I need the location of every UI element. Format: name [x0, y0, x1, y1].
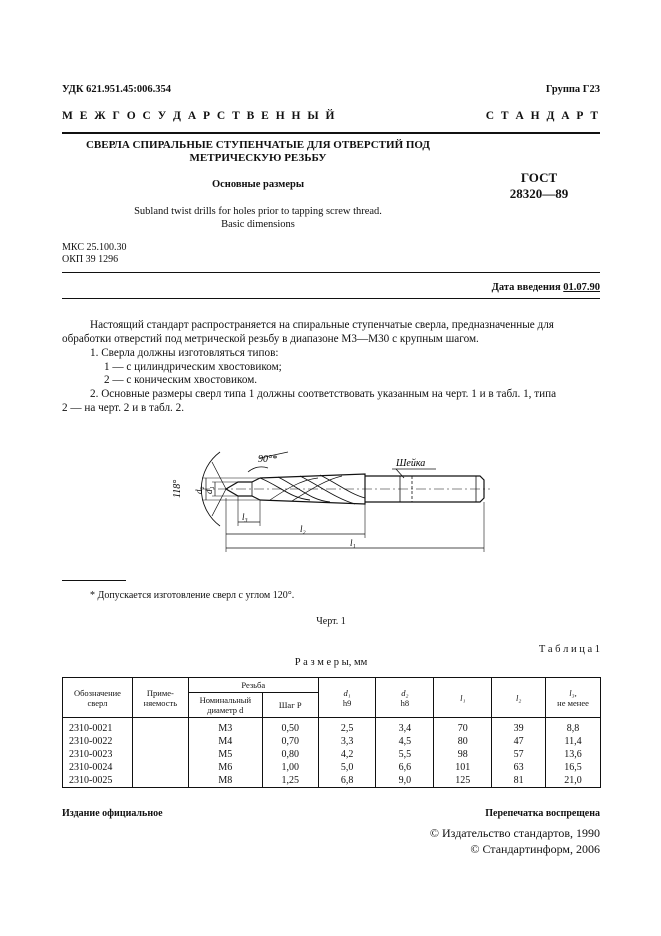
- footnote: * Допускается изготовление сверл с углом 120°.: [90, 590, 295, 601]
- table-cell: [132, 774, 188, 788]
- table-cell: 47: [492, 735, 546, 748]
- table-cell: 2310-0025: [63, 774, 133, 788]
- neck-label: Шейка: [396, 458, 426, 469]
- table-cell: [132, 735, 188, 748]
- table-cell: 4,5: [376, 735, 434, 748]
- english-title-1: Subland twist drills for holes prior to tapping screw thread.: [134, 206, 382, 217]
- title-line-1: СВЕРЛА СПИРАЛЬНЫЕ СТУПЕНЧАТЫЕ ДЛЯ ОТВЕРСТИЙ ПОД: [85, 139, 431, 151]
- table-cell: [132, 761, 188, 774]
- table-cell: 1,00: [262, 761, 318, 774]
- paragraph-2: 1. Сверла должны изготовляться типов:: [90, 347, 279, 359]
- table-cell: 39: [492, 722, 546, 735]
- udc-code: УДК 621.951.45:006.354: [62, 84, 171, 95]
- copyright-2: © Стандартинформ, 2006: [470, 842, 600, 856]
- table-cell: 5,5: [376, 748, 434, 761]
- table-cell: 2310-0021: [63, 722, 133, 735]
- l2-label: l₂: [300, 524, 306, 534]
- table-cell: 16,5: [546, 761, 601, 774]
- table-cell: 3,3: [318, 735, 376, 748]
- table-cell: M8: [188, 774, 262, 788]
- header-l2: l₂: [492, 678, 546, 718]
- table-cell: 80: [434, 735, 492, 748]
- header-nominal: Номинальный диаметр d: [188, 693, 262, 718]
- table-cell: 5,0: [318, 761, 376, 774]
- table-cell: M4: [188, 735, 262, 748]
- paragraph-3: 1 — с цилиндрическим хвостовиком;: [104, 361, 282, 373]
- table-cell: 57: [492, 748, 546, 761]
- table-cell: [132, 748, 188, 761]
- header-l1: l₁: [434, 678, 492, 718]
- header-l3: l₃, не менее: [546, 678, 601, 718]
- date-rule: [62, 298, 600, 299]
- dimensions-table: [62, 677, 601, 788]
- table-caption: Р а з м е р ы, мм: [294, 657, 368, 668]
- footnote-rule: [62, 580, 126, 581]
- table-cell: 6,8: [318, 774, 376, 788]
- table-row: [63, 761, 601, 774]
- table-cell: 101: [434, 761, 492, 774]
- table-header-row-1: [63, 678, 601, 693]
- table-cell: 2,5: [318, 722, 376, 735]
- table-cell: M3: [188, 722, 262, 735]
- table-cell: M5: [188, 748, 262, 761]
- figure-caption: Черт. 1: [316, 616, 346, 627]
- l1-label: l₁: [350, 538, 356, 548]
- table-cell: M6: [188, 761, 262, 774]
- table-cell: 70: [434, 722, 492, 735]
- table-cell: 2310-0022: [63, 735, 133, 748]
- header-applicability: Приме-няемость: [132, 678, 188, 718]
- subtitle: Основные размеры: [211, 179, 305, 190]
- paragraph-5b: 2 — на черт. 2 и в табл. 2.: [62, 402, 185, 414]
- effective-date-value: 01.07.90: [563, 282, 600, 293]
- table-cell: 0,70: [262, 735, 318, 748]
- table-cell: 9,0: [376, 774, 434, 788]
- okp-code: ОКП 39 1296: [62, 254, 119, 265]
- table-cell: [132, 722, 188, 735]
- table-cell: 63: [492, 761, 546, 774]
- paragraph-4: 2 — с коническим хвостовиком.: [104, 374, 258, 386]
- table-cell: 0,50: [262, 722, 318, 735]
- paragraph-5a: 2. Основные размеры сверл типа 1 должны соответствовать указанным на черт. 1 и в табл. 1, типа: [90, 388, 557, 400]
- table-cell: 2310-0023: [63, 748, 133, 761]
- table-cell: 0,80: [262, 748, 318, 761]
- table-cell: 125: [434, 774, 492, 788]
- table-row: [63, 774, 601, 788]
- header-d1: d₁ h9: [318, 678, 376, 718]
- table-cell: 3,4: [376, 722, 434, 735]
- table-cell: 1,25: [262, 774, 318, 788]
- tip-angle-label: 118°: [172, 479, 183, 498]
- standard-label-left: М Е Ж Г О С У Д А Р С Т В Е Н Н Ы Й: [62, 110, 337, 122]
- paragraph-1b: обработки отверстий под метрической резьбу в диапазоне М3—М30 с крупным шагом.: [62, 333, 479, 345]
- table-row: [63, 748, 601, 761]
- d2-label: d₂: [194, 486, 204, 494]
- gost-number: 28320—89: [509, 186, 569, 201]
- d1-label: d₁: [204, 486, 214, 494]
- table-cell: 2310-0024: [63, 761, 133, 774]
- effective-date: [492, 282, 600, 293]
- gost-label: ГОСТ: [520, 170, 558, 185]
- codes-rule: [62, 272, 600, 273]
- step-angle-label: 90°*: [258, 454, 277, 465]
- paragraph-1a: Настоящий стандарт распространяется на спиральные ступенчатые сверла, предназначенные для: [90, 319, 554, 331]
- table-label: Т а б л и ц а 1: [538, 644, 600, 655]
- official-edition: Издание официальное: [62, 808, 163, 819]
- header-rule: [62, 132, 600, 134]
- table-cell: 8,8: [546, 722, 601, 735]
- table-cell: 11,4: [546, 735, 601, 748]
- table-cell: 21,0: [546, 774, 601, 788]
- table-row: [63, 735, 601, 748]
- table-cell: 13,6: [546, 748, 601, 761]
- table-cell: 98: [434, 748, 492, 761]
- header-d2: d₂ h8: [376, 678, 434, 718]
- english-title-2: Basic dimensions: [221, 219, 295, 230]
- header-thread: Резьба: [188, 678, 318, 693]
- table-cell: 6,6: [376, 761, 434, 774]
- mks-code: МКС 25.100.30: [62, 242, 127, 253]
- reprint-notice: Перепечатка воспрещена: [485, 808, 600, 819]
- table-cell: 4,2: [318, 748, 376, 761]
- table-row: [63, 722, 601, 735]
- title-line-2: МЕТРИЧЕСКУЮ РЕЗЬБУ: [189, 152, 327, 164]
- copyright-1: © Издательство стандартов, 1990: [429, 826, 600, 840]
- standard-label-right: С Т А Н Д А Р Т: [485, 110, 600, 122]
- drill-drawing: [160, 438, 500, 566]
- effective-date-label: Дата введения: [491, 282, 561, 293]
- header-pitch: Шаг P: [262, 693, 318, 718]
- header-designation: Обозначение сверл: [63, 678, 133, 718]
- group-code: Группа Г23: [545, 84, 600, 95]
- table-cell: 81: [492, 774, 546, 788]
- l3-label: l₃: [242, 512, 248, 522]
